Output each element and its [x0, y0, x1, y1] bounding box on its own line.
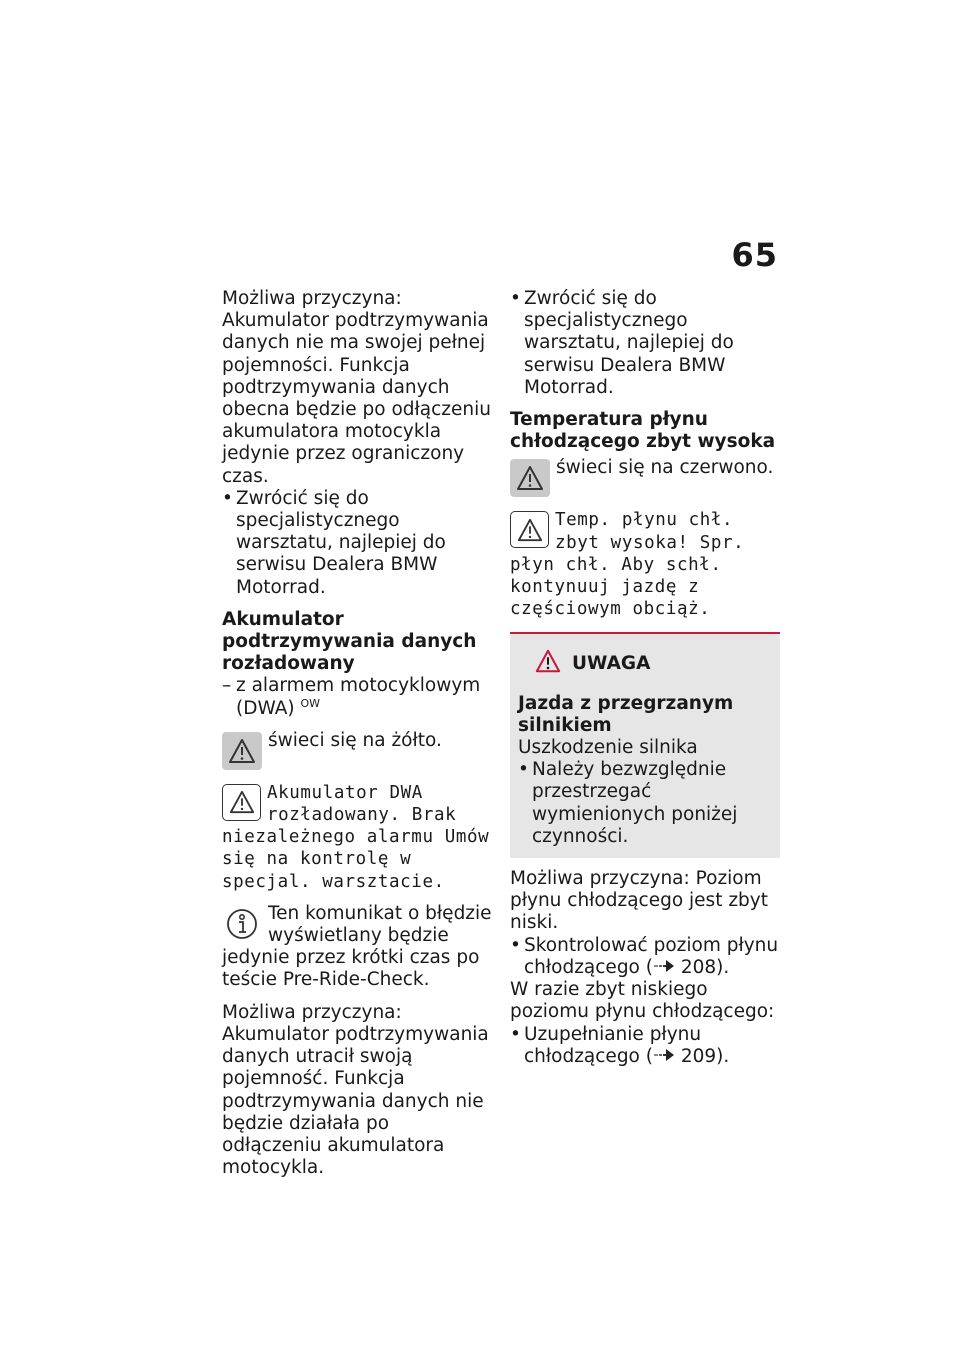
reference-arrow-icon — [653, 1046, 675, 1068]
warning-triangle-icon — [222, 784, 261, 821]
right-column — [510, 288, 780, 1068]
display-message-text: Akumulator DWA rozładowany. Brak niezależnego alarmu Umów się na kontrolę w specjal. warsztacie. — [222, 782, 490, 892]
warning-triangle-icon — [510, 459, 550, 497]
indicator-text: świeci się na czerwono. — [556, 457, 774, 479]
display-message-text: Temp. płynu chł. zbyt wysoka! Spr. płyn chł. Aby schł. kontynuuj jazdę z częściowym obciąż. — [510, 510, 745, 620]
info-row — [222, 903, 492, 992]
warning-box — [510, 632, 780, 858]
warning-triangle-icon — [534, 648, 562, 680]
dash-mark: – — [222, 675, 232, 697]
paragraph: W razie zbyt niskiego poziomu płynu chłodzącego: — [510, 979, 775, 1023]
cause-paragraph: Możliwa przyczyna: Poziom płynu chłodzącego jest zbyt niski. — [510, 868, 768, 934]
warning-title: Jazda z przegrzanym silnikiem — [518, 692, 734, 736]
warning-triangle-icon — [510, 511, 549, 548]
page-reference[interactable]: 208). — [680, 956, 730, 978]
section-heading: Akumulator podtrzymywania danych rozładowany — [222, 608, 477, 675]
cause-paragraph: Możliwa przyczyna: Akumulator podtrzymywania danych utracił swoją pojemność. Funkcja podtrzymywania danych nie będzie działała po odłączeniu akumulatora motocykla. — [222, 1001, 489, 1179]
cause-paragraph: Możliwa przyczyna: Akumulator podtrzymywania danych nie ma swojej pełnej pojemności. Funkcja podtrzymywania danych obecna będzie po odłączeniu akumulatora motocykla jedynie przez ograniczony czas. — [222, 288, 491, 487]
warning-label: UWAGA — [572, 653, 651, 675]
dash-item-superscript: OW — [300, 696, 321, 710]
bullet-text: Skontrolować poziom płynu chłodzącego ( — [524, 934, 779, 978]
bullet-item — [510, 1024, 780, 1069]
info-text: Ten komunikat o błędzie wyświetlany będzie jedynie przez krótki czas po teście Pre-Ride-Check. — [222, 902, 492, 991]
warning-bullet: • Należy bezwzględnie przestrzegać wymienionych poniżej czynności. — [518, 759, 772, 848]
section-heading: Temperatura płynu chłodzącego zbyt wysoka — [510, 409, 776, 453]
indicator-text: świeci się na żółto. — [268, 729, 442, 751]
bullet-item — [510, 935, 780, 980]
display-message-row — [510, 509, 780, 620]
bullet-item: • Zwrócić się do specjalistycznego warsztatu, najlepiej do serwisu Dealera BMW Motorrad. — [222, 488, 492, 599]
dash-item-text: z alarmem motocyklowym (DWA) — [236, 675, 481, 719]
left-column — [222, 288, 492, 1179]
warning-subtitle: Uszkodzenie silnika — [518, 737, 698, 759]
page-reference[interactable]: 209). — [680, 1045, 730, 1067]
dash-item — [222, 675, 492, 719]
display-message-row — [222, 782, 492, 893]
indicator-row — [510, 457, 780, 499]
info-icon — [222, 905, 262, 943]
page-number: 65 — [731, 236, 778, 274]
warning-header — [534, 648, 772, 680]
bullet-item: • Zwrócić się do specjalistycznego warsztatu, najlepiej do serwisu Dealera BMW Motorrad. — [510, 288, 780, 399]
reference-arrow-icon — [653, 957, 675, 979]
bullet-text: Uzupełnianie płynu chłodzącego ( — [524, 1023, 702, 1067]
indicator-row — [222, 730, 492, 772]
warning-triangle-icon — [222, 732, 262, 770]
